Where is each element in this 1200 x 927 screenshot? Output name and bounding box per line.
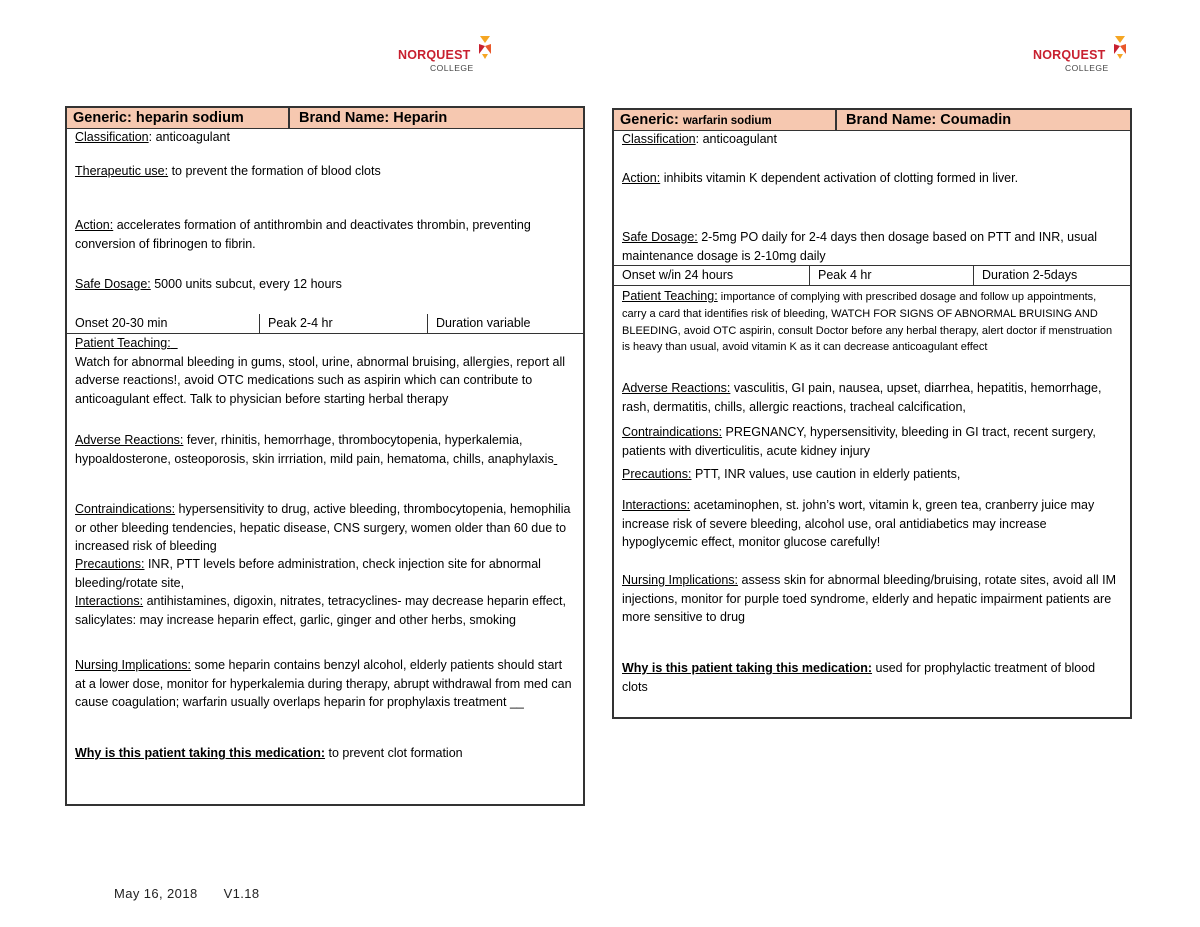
- heparin-brand-name: Brand Name: Heparin: [299, 110, 448, 126]
- footer-date: May 16, 2018: [114, 886, 198, 901]
- warfarin-timing-row: [614, 265, 1130, 286]
- heparin-contraindications: [75, 500, 575, 556]
- therapeutic-value: to prevent the formation of blood clots: [168, 164, 381, 178]
- norquest-logo-left: [398, 34, 508, 76]
- heparin-interactions: [75, 592, 575, 629]
- logo-mark-icon: [1113, 34, 1127, 60]
- dosage-label: Safe Dosage:: [75, 277, 151, 291]
- therapeutic-label: Therapeutic use:: [75, 164, 169, 178]
- interactions-label: Interactions:: [622, 498, 691, 512]
- why-value: to prevent clot formation: [325, 746, 463, 760]
- warfarin-brand-name: Brand Name: Coumadin: [846, 112, 1012, 128]
- teaching-label: Patient Teaching:: [622, 289, 718, 303]
- generic-value: warfarin sodium: [682, 115, 772, 127]
- precautions-value: PTT, INR values, use caution in elderly patients,: [691, 467, 961, 481]
- dosage-value: 5000 units subcut, every 12 hours: [150, 277, 342, 291]
- action-label: Action:: [622, 171, 661, 185]
- heparin-drug-card: [65, 106, 585, 806]
- warfarin-adverse-reactions: [622, 379, 1122, 416]
- warfarin-onset: Onset w/in 24 hours: [614, 266, 810, 285]
- heparin-onset: Onset 20-30 min: [67, 314, 260, 333]
- why-label: Why is this patient taking this medication:: [75, 746, 326, 760]
- nursing-value: some heparin contains benzyl alcohol, elderly patients should start at a lower dose, monitor for hyperkalemia during therapy, abrupt withdrawal from med can cause coagulation; warfarin usually overlaps heparin for prophylaxis treatment __: [75, 658, 572, 710]
- logo-brand-text: NORQUEST: [1033, 48, 1106, 62]
- heparin-header: [67, 108, 583, 129]
- heparin-patient-teaching: [75, 334, 575, 408]
- warfarin-nursing-implications: [622, 571, 1122, 627]
- why-value: used for prophylactic treatment of blood clots: [622, 661, 1096, 694]
- footer-version: V1.18: [223, 886, 260, 901]
- warfarin-patient-teaching: [622, 288, 1122, 356]
- warfarin-peak: Peak 4 hr: [810, 266, 974, 285]
- logo-brand-text: NORQUEST: [398, 48, 471, 62]
- classification-value: : anticoagulant: [695, 132, 777, 146]
- adverse-label: Adverse Reactions:: [622, 381, 731, 395]
- heparin-classification: [75, 128, 575, 147]
- heparin-precautions: [75, 555, 575, 592]
- classification-value: : anticoagulant: [148, 130, 230, 144]
- generic-prefix: Generic:: [620, 112, 683, 128]
- heparin-peak: Peak 2-4 hr: [260, 314, 428, 333]
- adverse-value: vasculitis, GI pain, nausea, upset, diarrhea, hepatitis, hemorrhage, rash, dermatitis, chills, allergic reactions, tracheal calcification,: [622, 381, 1102, 414]
- warfarin-duration: Duration 2-5days: [982, 268, 1078, 282]
- norquest-logo-right: [1033, 34, 1143, 76]
- warfarin-interactions: [622, 496, 1122, 552]
- warfarin-drug-card: [612, 108, 1132, 719]
- heparin-timing-row: [67, 314, 583, 334]
- warfarin-header: [614, 110, 1130, 131]
- interactions-label: Interactions:: [75, 594, 144, 608]
- warfarin-safe-dosage: [622, 228, 1122, 265]
- action-label: Action:: [75, 218, 114, 232]
- heparin-reason: [75, 744, 575, 763]
- warfarin-classification: [622, 130, 1122, 149]
- why-label: Why is this patient taking this medication:: [622, 661, 873, 675]
- adverse-value: fever, rhinitis, hemorrhage, thrombocytopenia, hyperkalemia, hypoaldosterone, osteoporosis, skin irrriation, mild pain, hematoma, chills, anaphylaxis: [75, 433, 554, 466]
- teaching-label: Patient Teaching:: [75, 336, 171, 350]
- precautions-label: Precautions:: [75, 557, 145, 571]
- page-footer: [114, 886, 286, 901]
- classification-label: Classification: [622, 132, 696, 146]
- teaching-value: Watch for abnormal bleeding in gums, stool, urine, abnormal bruising, allergies, report all adverse reactions!, avoid OTC medications such as aspirin which can contribute to anticoagulant effect. Talk to physician before starting herbal therapy: [75, 354, 566, 406]
- teaching-value: importance of complying with prescribed dosage and follow up appointments, carry a card that identifies risk of bleeding, WATCH FOR SIGNS OF ABNORMAL BRUISING AND BLEEDING, avoid OTC aspirin, consult Doctor before any herbal therapy, alert doctor if menstruation is heavy than usual, avoid vitamin K as it can decrease anticoagulant effect: [622, 291, 1113, 354]
- precautions-value: INR, PTT levels before administration, check injection site for abnormal bleeding/rotate site,: [75, 557, 541, 590]
- warfarin-reason: [622, 659, 1122, 696]
- dosage-value: 2-5mg PO daily for 2-4 days then dosage based on PTT and INR, usual maintenance dosage is 2-10mg daily: [622, 230, 1098, 263]
- heparin-generic-name: Generic: heparin sodium: [67, 108, 290, 128]
- heparin-adverse-reactions: [75, 431, 575, 468]
- action-value: accelerates formation of antithrombin and deactivates thrombin, preventing conversion of fibrinogen to fibrin.: [75, 218, 531, 251]
- contra-value: hypersensitivity to drug, active bleeding, thrombocytopenia, hemophilia or other bleeding tendencies, hepatic disease, CNS surgery, women older than 60 due to increased risk of bleeding: [75, 502, 571, 554]
- heparin-nursing-implications: [75, 656, 575, 712]
- nursing-value: assess skin for abnormal bleeding/bruising, rotate sites, avoid all IM injections, monitor for purple toed syndrome, elderly and hepatic impairment patients are more sensitive to drug: [622, 573, 1116, 625]
- warfarin-generic-name: [614, 110, 837, 130]
- warfarin-action: [622, 169, 1122, 188]
- logo-sub-text: COLLEGE: [430, 63, 474, 73]
- heparin-duration: Duration variable: [436, 316, 531, 330]
- adverse-label: Adverse Reactions:: [75, 433, 184, 447]
- precautions-label: Precautions:: [622, 467, 692, 481]
- contra-value: PREGNANCY, hypersensitivity, bleeding in GI tract, recent surgery, patients with diverticulitis, acute kidney injury: [622, 425, 1096, 458]
- contra-label: Contraindications:: [622, 425, 723, 439]
- logo-sub-text: COLLEGE: [1065, 63, 1109, 73]
- nursing-label: Nursing Implications:: [75, 658, 192, 672]
- interactions-value: antihistamines, digoxin, nitrates, tetracyclines- may decrease heparin effect, salicylates: may increase heparin effect, garlic, ginger and other herbs, smoking: [75, 594, 566, 627]
- action-value: inhibits vitamin K dependent activation of clotting formed in liver.: [660, 171, 1019, 185]
- heparin-therapeutic-use: [75, 162, 575, 181]
- contra-label: Contraindications:: [75, 502, 176, 516]
- heparin-action: [75, 216, 575, 253]
- warfarin-precautions: [622, 465, 1122, 484]
- heparin-safe-dosage: [75, 275, 575, 294]
- dosage-label: Safe Dosage:: [622, 230, 698, 244]
- classification-label: Classification: [75, 130, 149, 144]
- logo-mark-icon: [478, 34, 492, 60]
- warfarin-contraindications: [622, 423, 1122, 460]
- nursing-label: Nursing Implications:: [622, 573, 739, 587]
- interactions-value: acetaminophen, st. john’s wort, vitamin k, green tea, cranberry juice may increase risk of severe bleeding, alcohol use, oral antidiabetics may increase hypoglycemic effect, monitor glucose carefully!: [622, 498, 1095, 550]
